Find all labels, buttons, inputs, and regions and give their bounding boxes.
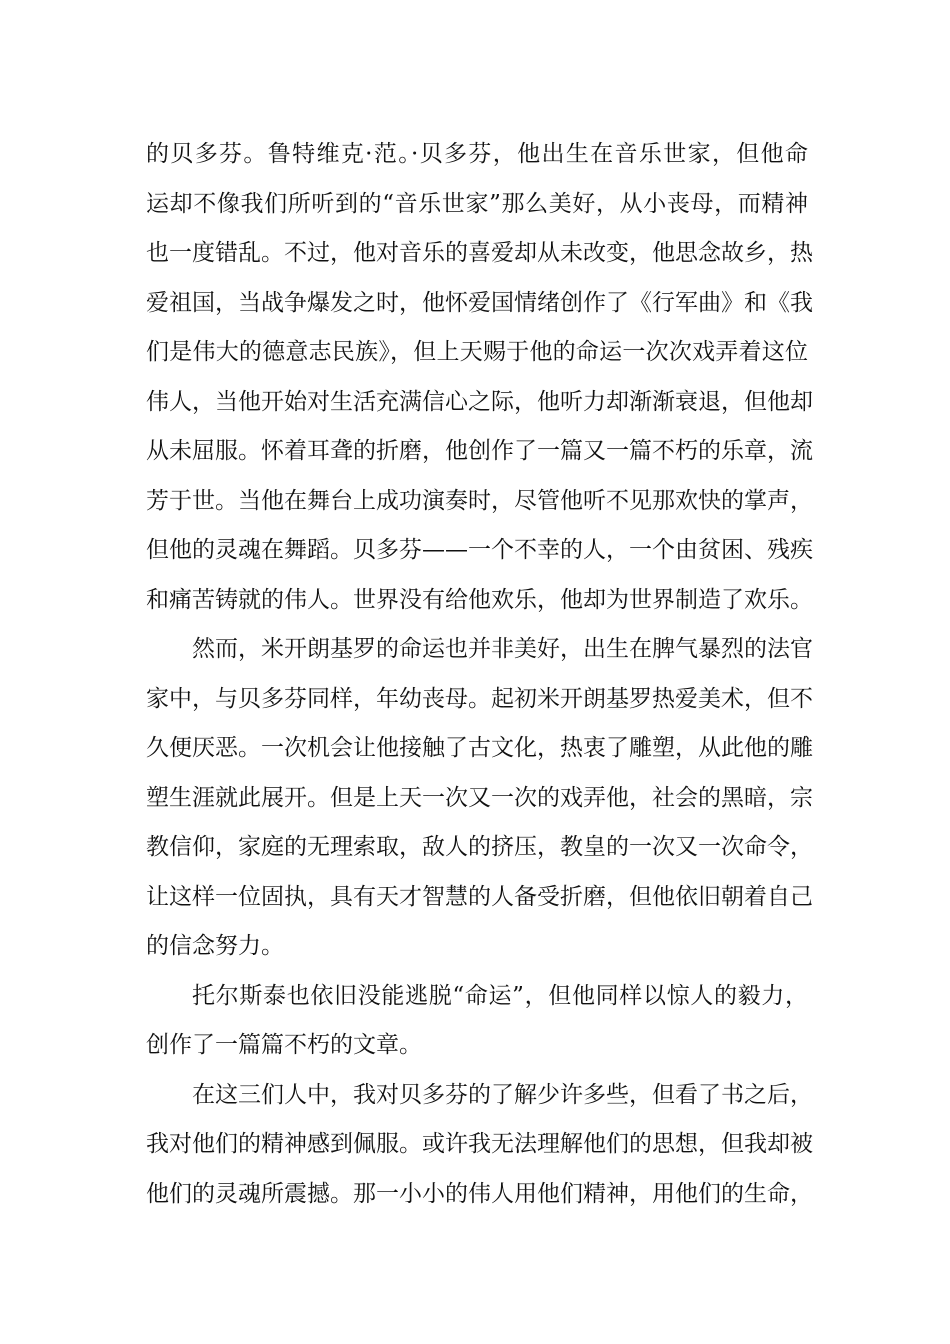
text-line: 们是伟大的德意志民族》，但上天赐于他的命运一次次戏弄着这位 bbox=[146, 339, 808, 365]
text-line: 伟人，当他开始对生活充满信心之际，他听力却渐渐衰退，但他却 bbox=[146, 388, 813, 415]
text-line: 的贝多芬。鲁特维克·范。·贝多芬，他出生在音乐世家，但他命 bbox=[146, 141, 808, 167]
paragraph-first-line: 然而，米开朗基罗的命运也并非美好，出生在脾气暴烈的法官 bbox=[192, 636, 813, 662]
paragraph-first-line: 托尔斯泰也依旧没能逃脱“命运”，但他同样以惊人的毅力， bbox=[192, 982, 808, 1009]
text-line: 的信念努力。 bbox=[146, 933, 284, 959]
text-line: 他们的灵魂所震撼。那一小小的伟人用他们精神，用他们的生命， bbox=[146, 1180, 813, 1207]
text-line: 教信仰，家庭的无理索取，敌人的挤压，教皇的一次又一次命令， bbox=[146, 834, 813, 860]
text-line: 创作了一篇篇不朽的文章。 bbox=[146, 1032, 422, 1058]
text-line: 家中，与贝多芬同样，年幼丧母。起初米开朗基罗热爱美术，但不 bbox=[146, 685, 813, 712]
text-line: 塑生涯就此展开。但是上天一次又一次的戏弄他，社会的黑暗，宗 bbox=[146, 784, 813, 811]
text-line: 久便厌恶。一次机会让他接触了古文化，热衷了雕塑，从此他的雕 bbox=[146, 735, 813, 761]
paragraph-first-line: 在这三们人中，我对贝多芬的了解少许多些，但看了书之后， bbox=[192, 1081, 813, 1108]
text-line: 也一度错乱。不过，他对音乐的喜爱却从未改变，他思念故乡，热 bbox=[146, 240, 813, 266]
text-line: 和痛苦铸就的伟人。世界没有给他欢乐，他却为世界制造了欢乐。 bbox=[146, 586, 813, 613]
text-line: 芳于世。当他在舞台上成功演奏时，尽管他听不见那欢快的掌声， bbox=[146, 487, 813, 514]
text-line: 运却不像我们所听到的“音乐世家”那么美好，从小丧母，而精神 bbox=[146, 190, 808, 217]
text-line: 让这样一位固执，具有天才智慧的人备受折磨，但他依旧朝着自己 bbox=[146, 883, 813, 910]
body-text bbox=[146, 130, 813, 1219]
text-line: 我对他们的精神感到佩服。或许我无法理解他们的思想，但我却被 bbox=[146, 1131, 813, 1157]
text-line: 但他的灵魂在舞蹈。贝多芬——一个不幸的人，一个由贫困、残疾 bbox=[146, 537, 813, 563]
text-line: 爱祖国，当战争爆发之时，他怀爱国情绪创作了《行军曲》和《我 bbox=[146, 289, 813, 316]
text-line: 从未屈服。怀着耳聋的折磨，他创作了一篇又一篇不朽的乐章，流 bbox=[146, 438, 813, 464]
